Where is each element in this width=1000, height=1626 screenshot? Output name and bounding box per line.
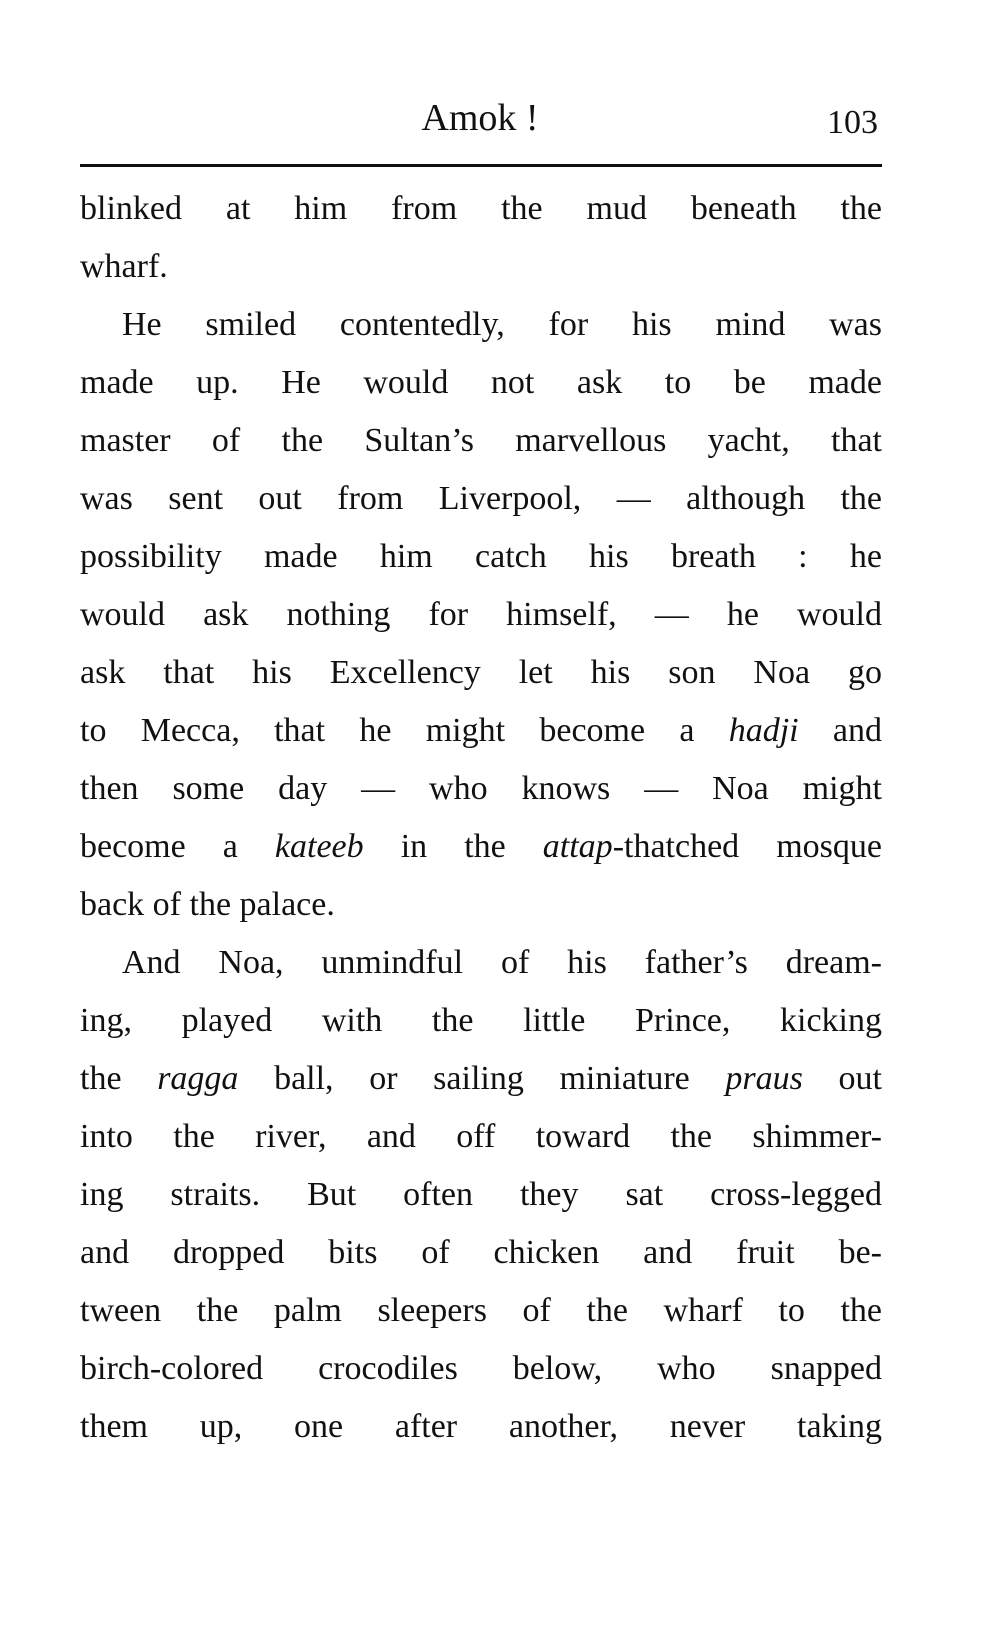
header-rule — [80, 164, 882, 167]
text-line — [80, 1108, 882, 1166]
text-line — [80, 238, 882, 296]
italic-word: hadji — [728, 712, 799, 749]
text-segment: in the — [363, 828, 543, 865]
text-line — [80, 934, 882, 992]
text-segment: And Noa, unmindful of his father’s dream- — [122, 944, 882, 981]
text-line — [80, 1224, 882, 1282]
italic-word: kateeb — [274, 828, 364, 865]
text-segment: then some day — who knows — Noa might — [80, 770, 882, 807]
text-segment: and dropped bits of chicken and fruit be- — [80, 1234, 882, 1271]
text-line — [80, 354, 882, 412]
text-segment: ball, or sailing miniature — [238, 1060, 726, 1097]
text-line — [80, 296, 882, 354]
text-line — [80, 1050, 882, 1108]
text-segment: -thatched mosque — [612, 828, 882, 865]
text-segment: out — [802, 1060, 882, 1097]
text-line — [80, 1282, 882, 1340]
text-line — [80, 586, 882, 644]
text-segment: the — [80, 1060, 158, 1097]
text-line — [80, 876, 882, 934]
running-title: Amok ! — [421, 97, 539, 139]
italic-word: attap — [542, 828, 613, 865]
text-line — [80, 412, 882, 470]
text-segment: ask that his Excellency let his son Noa go — [80, 654, 882, 691]
text-segment: them up, one after another, never taking — [80, 1408, 882, 1445]
page-number: 103 — [827, 104, 878, 141]
text-line — [80, 818, 882, 876]
text-line — [80, 1166, 882, 1224]
body-text — [80, 180, 882, 1456]
text-line — [80, 470, 882, 528]
text-segment: back of the palace. — [80, 886, 335, 923]
text-segment: ing, played with the little Prince, kicking — [80, 1002, 882, 1039]
text-segment: birch-colored crocodiles below, who snapped — [80, 1350, 882, 1387]
text-segment: ing straits. But often they sat cross-legged — [80, 1176, 882, 1213]
italic-word: praus — [725, 1060, 803, 1097]
text-segment: would ask nothing for himself, — he would — [80, 596, 882, 633]
text-line — [80, 180, 882, 238]
text-segment: to Mecca, that he might become a — [80, 712, 729, 749]
text-line — [80, 760, 882, 818]
text-segment: made up. He would not ask to be made — [80, 364, 882, 401]
text-line — [80, 992, 882, 1050]
text-segment: wharf. — [80, 248, 168, 285]
text-segment: into the river, and off toward the shimmer- — [80, 1118, 882, 1155]
text-segment: tween the palm sleepers of the wharf to the — [80, 1292, 882, 1329]
text-line — [80, 702, 882, 760]
italic-word: ragga — [157, 1060, 239, 1097]
text-line — [80, 528, 882, 586]
text-segment: and — [798, 712, 882, 749]
text-segment: blinked at him from the mud beneath the — [80, 190, 882, 227]
text-line — [80, 1340, 882, 1398]
text-segment: possibility made him catch his breath : he — [80, 538, 882, 575]
page-header — [80, 96, 880, 156]
text-line — [80, 1398, 882, 1456]
text-segment: was sent out from Liverpool, — although the — [80, 480, 882, 517]
text-segment: He smiled contentedly, for his mind was — [122, 306, 882, 343]
text-segment: master of the Sultan’s marvellous yacht, that — [80, 422, 882, 459]
text-segment: become a — [80, 828, 275, 865]
text-line — [80, 644, 882, 702]
